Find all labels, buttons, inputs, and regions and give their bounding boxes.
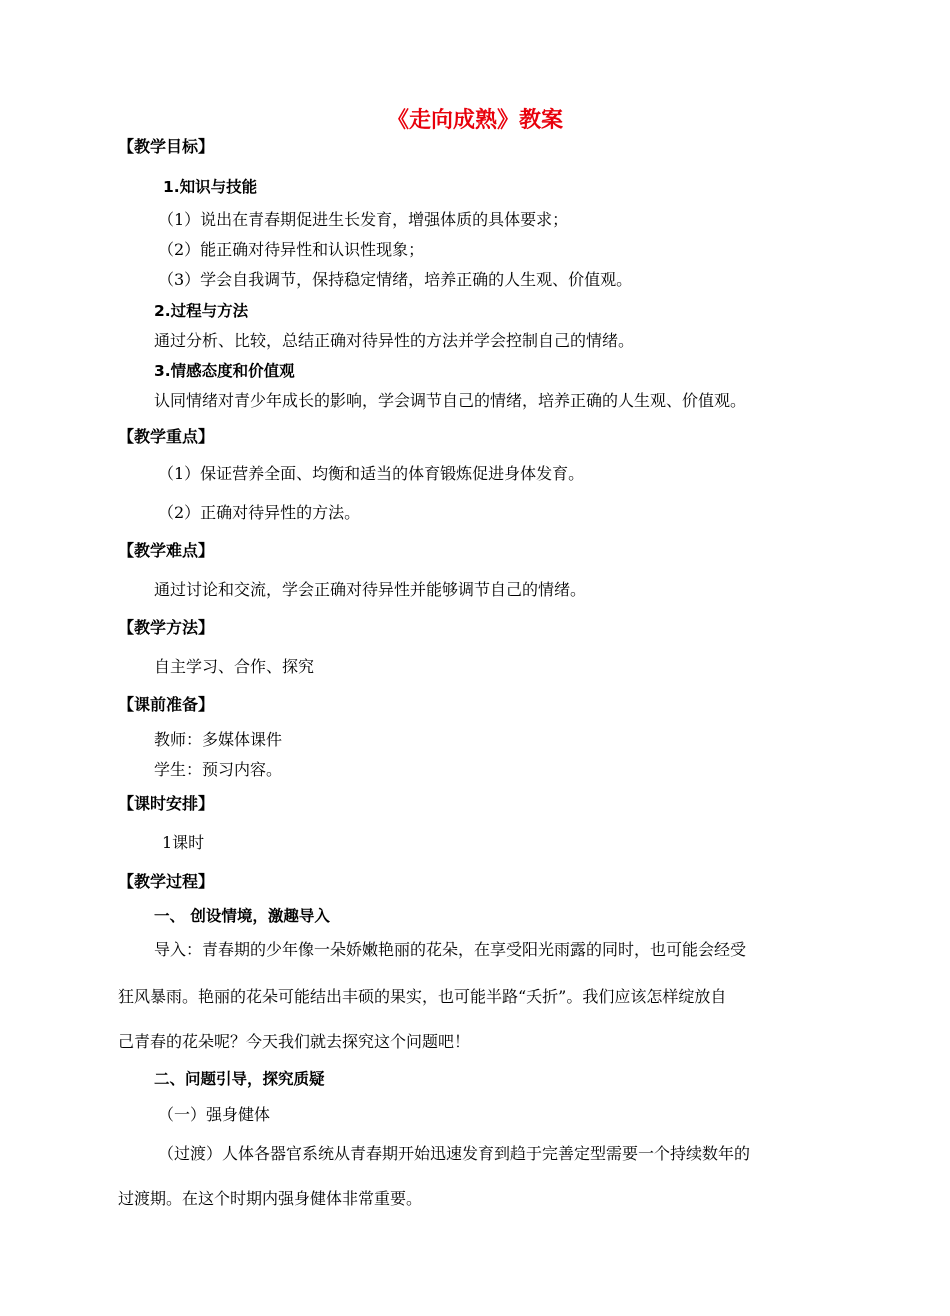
process-part2-heading: 二、问题引导，探究质疑 — [154, 1070, 325, 1088]
process-part1-line-1: 导入：青春期的少年像一朵娇嫩艳丽的花朵，在享受阳光雨露的同时，也可能会经受 — [154, 940, 747, 959]
preparation-student: 学生：预习内容。 — [154, 760, 283, 779]
document-title: 《走向成熟》教案 — [386, 108, 563, 133]
key-point-item-1: （1）保证营养全面、均衡和适当的体育锻炼促进身体发育。 — [158, 464, 585, 483]
section-heading-process: 【教学过程】 — [118, 872, 215, 891]
objective-item-3: （3）学会自我调节，保持稳定情绪，培养正确的人生观、价值观。 — [158, 270, 633, 289]
section-heading-preparation: 【课前准备】 — [118, 695, 215, 714]
section-heading-objectives: 【教学目标】 — [118, 137, 215, 156]
schedule-text: 1课时 — [162, 833, 205, 852]
objective-item-2: （2）能正确对待异性和认识性现象； — [158, 240, 425, 259]
section-heading-key-points: 【教学重点】 — [118, 427, 215, 446]
preparation-teacher: 教师：多媒体课件 — [154, 730, 283, 749]
process-method-text: 通过分析、比较，总结正确对待异性的方法并学会控制自己的情绪。 — [154, 331, 635, 350]
process-part2-line-2: 过渡期。在这个时期内强身健体非常重要。 — [118, 1189, 423, 1208]
process-part2-line-1: （过渡）人体各器官系统从青春期开始迅速发育到趋于完善定型需要一个持续数年的 — [158, 1144, 751, 1163]
subheading-process-method: 2.过程与方法 — [154, 302, 249, 320]
process-part1-heading: 一、 创设情境，激趣导入 — [154, 907, 330, 925]
subheading-attitude-values: 3.情感态度和价值观 — [154, 362, 295, 380]
process-part1-line-2: 狂风暴雨。艳丽的花朵可能结出丰硕的果实，也可能半路“夭折”。我们应该怎样绽放自 — [118, 987, 727, 1006]
section-heading-methods: 【教学方法】 — [118, 618, 215, 637]
methods-text: 自主学习、合作、探究 — [154, 657, 315, 676]
objective-item-1: （1）说出在青春期促进生长发育，增强体质的具体要求； — [158, 210, 569, 229]
process-part1-line-3: 己青春的花朵呢？今天我们就去探究这个问题吧！ — [118, 1032, 471, 1051]
difficulties-text: 通过讨论和交流，学会正确对待异性并能够调节自己的情绪。 — [154, 580, 587, 599]
section-heading-difficulties: 【教学难点】 — [118, 541, 215, 560]
process-part2-subheading: （一）强身健体 — [158, 1105, 271, 1124]
section-heading-schedule: 【课时安排】 — [118, 794, 215, 813]
key-point-item-2: （2）正确对待异性的方法。 — [158, 503, 361, 522]
subheading-knowledge-skills: 1.知识与技能 — [163, 178, 258, 196]
attitude-values-text: 认同情绪对青少年成长的影响，学会调节自己的情绪，培养正确的人生观、价值观。 — [154, 391, 747, 410]
